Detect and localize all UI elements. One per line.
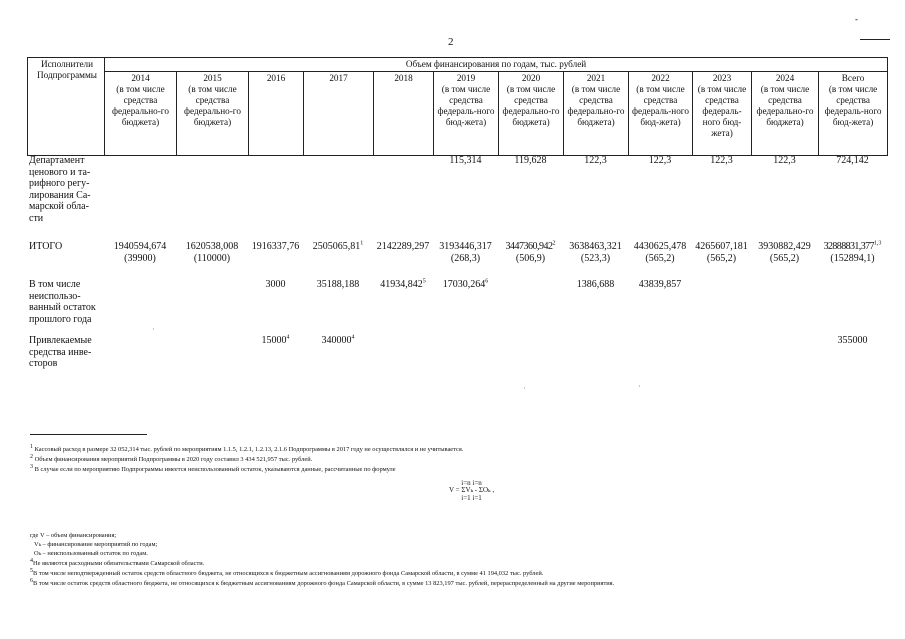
top-rule xyxy=(860,39,890,40)
scan-speck: · xyxy=(523,384,526,393)
footnote-2: $^2$ Объем финансирования мероприятий Подпрограммы в 2020 году составил 3 434 521,957 тыс. рублей. xyxy=(30,453,313,463)
funding-body-table xyxy=(27,155,887,375)
footnote-6: $^6$В том числе остаток средств областного бюджета, не относящихся к бюджетным ассигнованиям дорожного фонда Самарской области, в сумме 13 823,197 тыс. рублей, перераспределенный на другие мероприятия. xyxy=(30,577,615,587)
scan-speck: · xyxy=(638,382,641,391)
year-col-2020: 2020 (в том числе средства федерально-го бюджета) xyxy=(499,72,564,156)
header-executors: Исполнители xyxy=(40,59,94,69)
footnote-4: $^4$Не являются расходными обязательствами Самарской области. xyxy=(30,557,205,567)
header-subprograms: Подпрограммы xyxy=(37,70,97,81)
investors-2016: 15000$^4$ xyxy=(261,334,290,346)
dept-total: 724,142 xyxy=(836,155,869,166)
row-label-itogo: ИТОГО xyxy=(29,241,63,252)
corner-mark: - xyxy=(855,14,858,24)
itogo-2021: 3638463,321 (523,3) xyxy=(569,241,622,264)
footnote-vk: Vₖ – финансирование мероприятий по годам; xyxy=(34,541,158,548)
unused-2019: 17030,264$^6$ xyxy=(442,278,489,290)
itogo-2016: 1916337,76 xyxy=(251,241,300,252)
dept-2021: 122,3 xyxy=(584,155,607,166)
table-row-investors xyxy=(27,335,887,375)
formula-top: i=n i=n xyxy=(461,479,482,487)
year-col-2021: 2021 (в том числе средства федерально-го бюджета) xyxy=(564,72,629,156)
formula xyxy=(449,480,494,502)
dept-2024: 122,3 xyxy=(773,155,796,166)
itogo-2019: 3193446,317 (268,3) xyxy=(439,241,492,264)
year-col-2017: 2017 xyxy=(304,72,374,156)
funding-header-table xyxy=(27,57,888,156)
unused-2017: 35188,188 xyxy=(316,279,360,290)
year-col-total: Всего (в том числе средства федераль-ного бюд-жета) xyxy=(819,72,888,156)
year-col-2018: 2018 xyxy=(374,72,434,156)
itogo-total: 32888831,377$^{1,3}$ (152894,1) xyxy=(823,240,882,264)
year-col-2024: 2024 (в том числе средства федерально-го бюджета) xyxy=(752,72,819,156)
year-col-2022: 2022 (в том числе средства федераль-ного бюд-жета) xyxy=(629,72,693,156)
investors-total: 355000 xyxy=(837,335,868,346)
unused-2018: 41934,842$^5$ xyxy=(380,278,426,290)
table-row-itogo xyxy=(27,241,887,279)
dept-2023: 122,3 xyxy=(710,155,733,166)
unused-2021: 1386,688 xyxy=(576,279,615,290)
itogo-2023: 4265607,181 (565,2) xyxy=(695,241,748,264)
dept-2020: 119,628 xyxy=(514,155,547,166)
footnote-5: $^5$В том числе неподтвержденный остаток средств областного бюджета, не относящихся к бюджетным ассигнованиям дорожного фонда Самарской области, в сумме 41 194,032 тыс. рублей. xyxy=(30,567,544,577)
formula-bottom: i=1 i=1 xyxy=(461,493,482,502)
investors-2017: 340000$^4$ xyxy=(321,334,355,346)
itogo-2015: 1620538,008 (110000) xyxy=(185,241,239,264)
year-col-2015: 2015 (в том числе средства федерально-го бюджета) xyxy=(177,72,249,156)
year-col-2023: 2023 (в том числе средства федераль-ного бюд-жета) xyxy=(693,72,752,156)
formula-main: V = ΣVₖ - ΣOₖ , xyxy=(449,486,495,495)
row-label-investors: Привлекаемые средства инве-сторов xyxy=(29,335,92,369)
itogo-2022: 4430625,478 (565,2) xyxy=(633,241,687,264)
year-col-2019: 2019 (в том числе средства федераль-ного бюд-жета) xyxy=(434,72,499,156)
page-number: 2 xyxy=(448,36,454,48)
header-funding-title: Объем финансирования по годам, тыс. рублей xyxy=(105,58,888,72)
footnote-1: $^1$ Кассовый расход в размере 32 052,314 тыс. рублей по мероприятиям 1.1.5, 1.2.1, 1.2.13, 2.1.6 Подпрограммы в 2017 году не осуществлялся и не учитывается. xyxy=(30,443,464,453)
itogo-2018: 2142289,297 xyxy=(376,241,430,252)
itogo-2014: 1940594,674 (39900) xyxy=(113,241,167,264)
table-row-unused xyxy=(27,279,887,335)
table-row-department xyxy=(27,155,887,241)
footnote-3: $^3$ В случае если по мероприятию Подпрограммы имеется неиспользованный остаток, указываются данные, рассчитанные по формуле xyxy=(30,463,396,473)
itogo-2017: 2505065,81$^1$ xyxy=(312,240,364,252)
footnote-separator xyxy=(30,434,147,435)
row-label-unused: В том числе неиспользо-ванный остаток прошлого года xyxy=(29,279,96,325)
unused-2022: 43839,857 xyxy=(638,279,682,290)
footnote-where: где V – объем финансирования; xyxy=(30,532,117,539)
year-col-2014: 2014 (в том числе средства федерально-го бюджета) xyxy=(105,72,177,156)
footnote-ok: Oₖ – неиспользованный остаток по годам. xyxy=(34,550,148,557)
unused-2016: 3000 xyxy=(265,279,286,290)
year-col-2016: 2016 xyxy=(249,72,304,156)
itogo-2024: 3930882,429 (565,2) xyxy=(758,241,811,264)
row-label-department: Департамент ценового и та-рифного регу-лирования Са-марской обла-сти xyxy=(29,155,91,224)
dept-2022: 122,3 xyxy=(648,155,672,166)
itogo-2020: 3447360,942$^2$ (506,9) xyxy=(505,240,556,264)
header-executors-cell xyxy=(28,58,105,156)
scan-speck: · xyxy=(152,325,155,334)
dept-2019: 115,314 xyxy=(449,155,482,166)
